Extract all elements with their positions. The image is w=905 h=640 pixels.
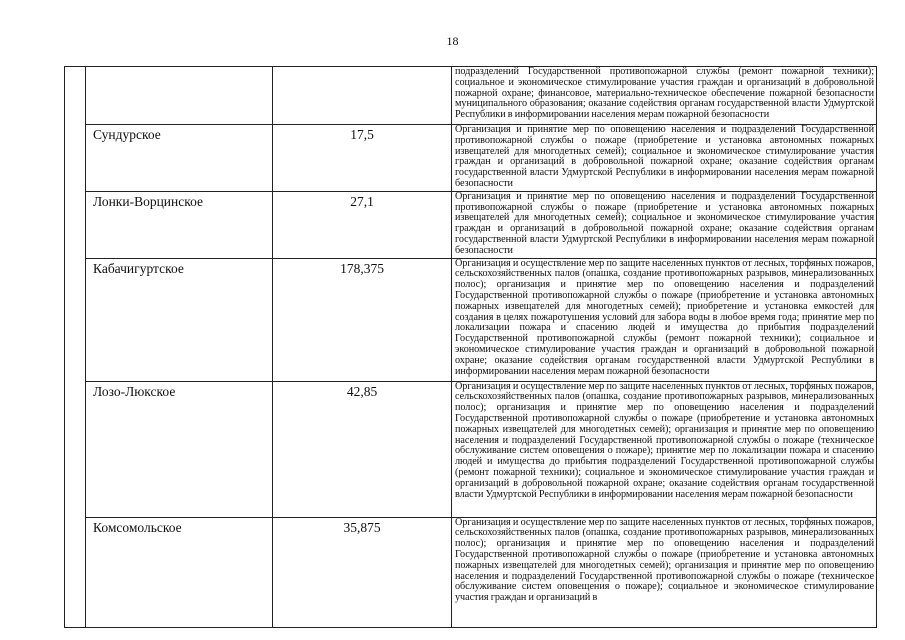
funding-amount: 35,875 <box>273 517 452 627</box>
measures-text: Организация и принятие мер по оповещению населения и подразделений Государственной противопожарной службы о пожаре (приобретение и установка автономных пожарных извещателей для многодетных семей); социальное и экономическое стимулирование участия граждан и организаций в добровольной пожарной охране; оказание содействия органам государственной власти Удмуртской Республики в информировании населения мерам пожарной безопасности <box>452 191 877 258</box>
measures-text: подразделений Государственной противопожарной службы (ремонт пожарной техники); социальное и экономическое стимулирование участия граждан и организаций в добровольной пожарной охране; финансовое, материально-техническое обеспечение пожарной безопасности муниципального образования; оказание содействия органам государственной власти Удмуртской Республики в информировании населения мерам пожарной безопасности <box>452 67 877 125</box>
measures-text: Организация и принятие мер по оповещению населения и подразделений Государственной противопожарной службы о пожаре (приобретение и установка автономных пожарных извещателей для многодетных семей); социальное и экономическое стимулирование участия граждан и организаций в добровольной пожарной охране; оказание содействия органам государственной власти Удмуртской Республики в информировании населения мерам пожарной безопасности <box>452 125 877 192</box>
funding-amount <box>273 67 452 125</box>
table-row <box>65 67 877 125</box>
settlement-name <box>86 67 273 125</box>
funding-amount: 17,5 <box>273 125 452 192</box>
measures-text: Организация и осуществление мер по защите населенных пунктов от лесных, торфяных пожаров, сельскохозяйственных палов (опашка, создание противопожарных разрывов, минерализованных полос); организация и принятие мер по оповещению населения и подразделений Государственной противопожарной службы о пожаре (приобретение и установка автономных пожарных извещателей для многодетных семей); приобретение и установка емкостей для создания в целях пожаротушения условий для забора воды в любое время года; принятие мер по локализации пожара и спасению людей и имущества до прибытия подразделений Государственной противопожарной службы (ремонт пожарной техники); социальное и экономическое стимулирование участия граждан и организаций в добровольной пожарной охране; оказание содействия органам государственной власти Удмуртской Республики в информировании населения мерам пожарной безопасности <box>452 258 877 381</box>
measures-table <box>64 66 877 628</box>
table-row <box>65 517 877 627</box>
settlement-name: Лозо-Люкское <box>86 381 273 517</box>
table-row <box>65 381 877 517</box>
table-row <box>65 258 877 381</box>
measures-text: Организация и осуществление мер по защите населенных пунктов от лесных, торфяных пожаров, сельскохозяйственных палов (опашка, создание противопожарных разрывов, минерализованных полос); организация и принятие мер по оповещению населения и подразделений Государственной противопожарной службы о пожаре (приобретение и установка автономных пожарных извещателей для многодетных семей); организация и принятие мер по оповещению населения и подразделений Государственной противопожарной службы о пожаре (техническое обслуживание систем оповещения о пожаре); принятие мер по локализации пожара и спасению людей и имущества до прибытия подразделений Государственной противопожарной службы (ремонт пожарной техники); социальное и экономическое стимулирование участия граждан и организаций в добровольной пожарной охране; оказание содействия органам государственной власти Удмуртской Республики в информировании населения мерам пожарной безопасности <box>452 381 877 517</box>
table-row <box>65 191 877 258</box>
funding-amount: 178,375 <box>273 258 452 381</box>
settlement-name: Комсомольское <box>86 517 273 627</box>
settlement-name: Лонки-Ворцинское <box>86 191 273 258</box>
funding-amount: 27,1 <box>273 191 452 258</box>
page-number: 18 <box>446 34 459 48</box>
left-margin-column <box>65 67 86 628</box>
table-row <box>65 125 877 192</box>
funding-amount: 42,85 <box>273 381 452 517</box>
settlement-name: Сундурское <box>86 125 273 192</box>
measures-text: Организация и осуществление мер по защите населенных пунктов от лесных, торфяных пожаров, сельскохозяйственных палов (опашка, создание противопожарных разрывов, минерализованных полос); организация и принятие мер по оповещению населения и подразделений Государственной противопожарной службы о пожаре (приобретение и установка автономных пожарных извещателей для многодетных семей); организация и принятие мер по оповещению населения и подразделений Государственной противопожарной службы о пожаре (техническое обслуживание систем оповещения о пожаре); социальное и экономическое стимулирование участия граждан и организаций в <box>452 517 877 627</box>
settlement-name: Кабачигуртское <box>86 258 273 381</box>
